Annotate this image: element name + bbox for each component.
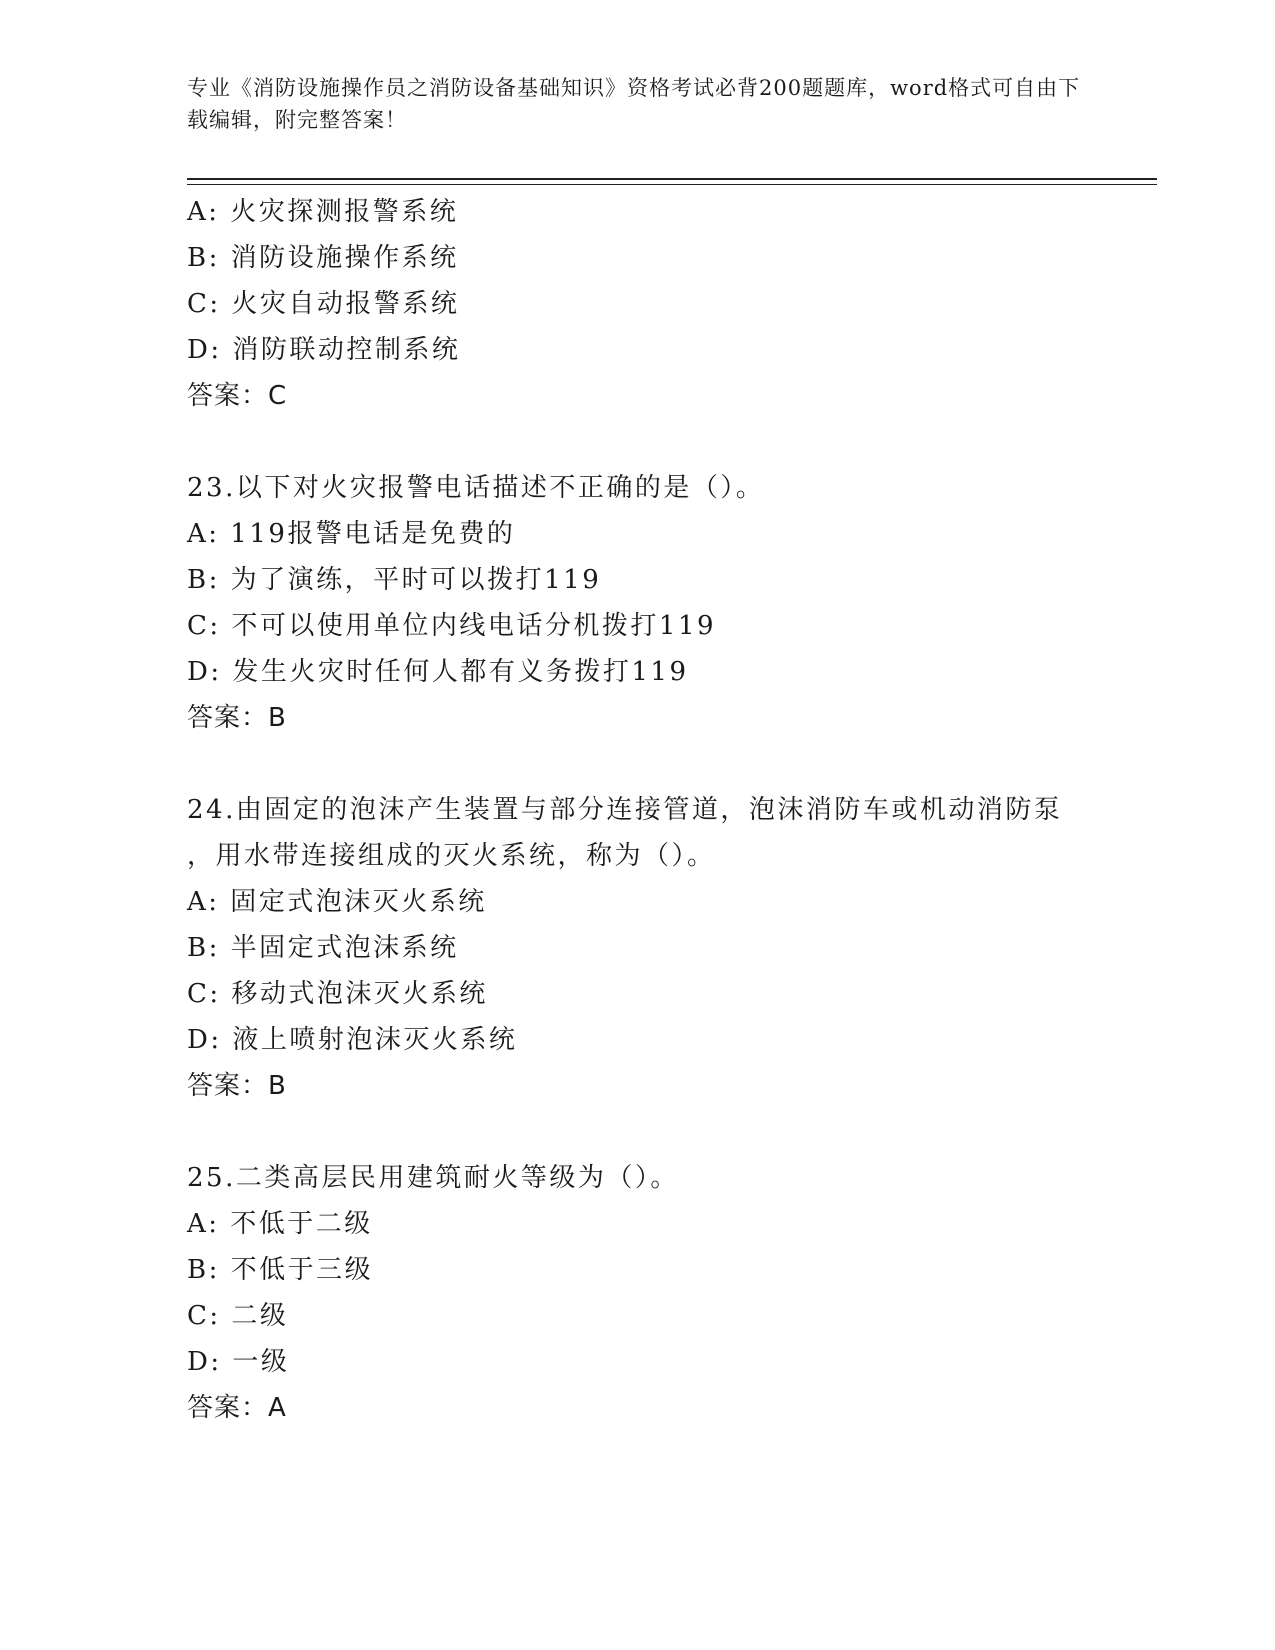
question-22-block	[187, 189, 1157, 419]
answer-line: 答案：C	[187, 381, 288, 411]
option-b: B: 不低于三级	[187, 1255, 374, 1285]
answer-line: 答案：B	[187, 1071, 287, 1101]
option-a: A: 119报警电话是免费的	[187, 519, 516, 549]
option-b: B: 消防设施操作系统	[187, 243, 459, 273]
question-text: 23.以下对火灾报警电话描述不正确的是（）。	[187, 473, 765, 503]
option-c: C: 二级	[187, 1301, 289, 1331]
header-divider-thin	[187, 184, 1157, 185]
option-b: B: 半固定式泡沫系统	[187, 933, 459, 963]
option-c: C: 移动式泡沫灭火系统	[187, 979, 488, 1009]
answer-line: 答案：A	[187, 1393, 287, 1423]
option-d: D: 液上喷射泡沫灭火系统	[187, 1025, 518, 1055]
question-list	[187, 189, 1157, 1431]
option-d: D: 消防联动控制系统	[187, 335, 461, 365]
document-header: 专业《消防设施操作员之消防设备基础知识》资格考试必背200题题库，word格式可自由下载编辑，附完整答案！	[187, 76, 1081, 132]
option-a: A: 固定式泡沫灭火系统	[187, 887, 487, 917]
spacer	[187, 741, 1157, 787]
option-c: C: 不可以使用单位内线电话分机拨打119	[187, 611, 717, 641]
question-text-line-2: ，用水带连接组成的灭火系统，称为（）。	[187, 841, 716, 871]
option-a: A: 不低于二级	[187, 1209, 373, 1239]
spacer	[187, 1109, 1157, 1155]
option-d: D: 一级	[187, 1347, 290, 1377]
option-b: B: 为了演练，平时可以拨打119	[187, 565, 602, 595]
question-23-block	[187, 465, 1157, 741]
option-a: A: 火灾探测报警系统	[187, 197, 459, 227]
option-c: C: 火灾自动报警系统	[187, 289, 460, 319]
question-25-block	[187, 1155, 1157, 1431]
header-divider-thick	[187, 178, 1157, 180]
option-d: D: 发生火灾时任何人都有义务拨打119	[187, 657, 689, 687]
question-text-line-1: 24.由固定的泡沫产生装置与部分连接管道，泡沫消防车或机动消防泵	[187, 795, 1063, 825]
answer-line: 答案：B	[187, 703, 287, 733]
question-24-block	[187, 787, 1157, 1109]
spacer	[187, 419, 1157, 465]
question-text: 25.二类高层民用建筑耐火等级为（）。	[187, 1163, 679, 1193]
